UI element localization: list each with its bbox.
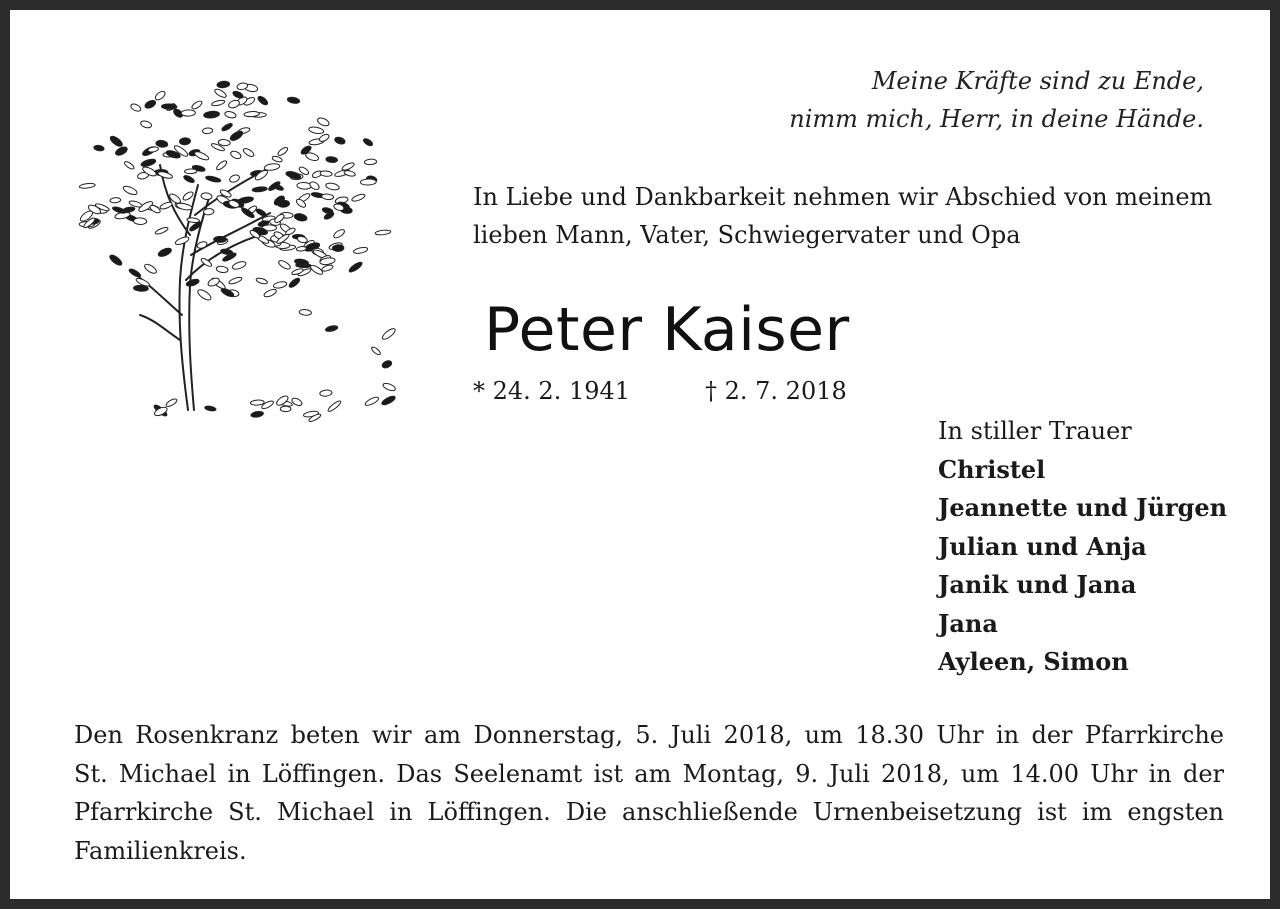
leaf — [250, 400, 264, 406]
leaf — [196, 288, 212, 302]
leaf — [334, 136, 346, 145]
leaf — [257, 95, 269, 107]
leaf — [237, 196, 254, 205]
leaf — [327, 400, 342, 413]
leaf — [182, 190, 195, 201]
leaf — [351, 193, 366, 203]
leaf — [229, 174, 241, 184]
leaf — [184, 169, 197, 174]
death-date: † 2. 7. 2018 — [705, 377, 847, 405]
leaf — [285, 170, 301, 180]
leaf — [320, 389, 333, 396]
leaf — [205, 175, 221, 183]
leaf — [273, 281, 287, 289]
quote-line-2: nimm mich, Herr, in deine Hände. — [789, 105, 1204, 133]
leaf — [203, 208, 214, 215]
leaf — [370, 346, 381, 356]
service-line: Pfarrkirche St. Michael in Löffingen. Die anschließende Urnenbeisetzung ist im engsten — [74, 798, 1224, 826]
leaf — [242, 147, 255, 158]
leaf — [157, 170, 173, 179]
leaf — [215, 159, 228, 171]
leaf — [154, 226, 168, 235]
leaf — [263, 288, 277, 298]
leaf — [273, 213, 285, 224]
leaf — [280, 406, 291, 412]
leaf — [140, 158, 156, 168]
mourner-name: Jeannette und Jürgen — [938, 493, 1228, 522]
leaf — [231, 260, 246, 270]
leaf — [155, 140, 168, 148]
leaf — [288, 277, 301, 289]
intro-line-1: In Liebe und Dankbarkeit nehmen wir Abschied von meinem — [473, 183, 1213, 211]
leaf — [321, 193, 333, 200]
leaf — [144, 99, 157, 110]
leaf — [133, 218, 146, 225]
mourning-label: In stiller Trauer — [938, 417, 1132, 445]
mourner-name: Ayleen, Simon — [938, 647, 1129, 676]
leaf — [211, 99, 225, 107]
leaf — [308, 126, 324, 135]
leaf — [114, 145, 128, 157]
leaf — [122, 185, 138, 197]
leaf — [348, 261, 363, 274]
leaf — [230, 150, 242, 160]
leaf — [157, 247, 172, 258]
leaf — [255, 208, 267, 217]
deceased-name: Peter Kaiser — [484, 295, 850, 365]
leaf — [381, 395, 397, 407]
leaf — [299, 309, 312, 316]
leaf — [305, 151, 320, 162]
leaf — [154, 90, 167, 102]
leaf — [332, 228, 345, 240]
leaf — [194, 150, 210, 161]
leaf — [232, 90, 244, 99]
life-dates — [473, 372, 847, 410]
leaf — [165, 398, 178, 408]
leaf — [218, 139, 230, 146]
leaf — [382, 382, 396, 392]
leaf — [221, 122, 233, 132]
intro-line-2: lieben Mann, Vater, Schwiegervater und Opa — [473, 221, 1021, 249]
farewell-intro — [473, 178, 1233, 254]
leaf — [181, 110, 195, 117]
leaf — [216, 266, 229, 274]
leaf — [364, 396, 380, 407]
leaf — [94, 145, 105, 152]
leaf — [308, 180, 320, 191]
leaf — [332, 245, 344, 252]
leaf — [214, 236, 227, 242]
leaf — [256, 277, 268, 285]
leaf — [353, 246, 368, 254]
leaf — [381, 327, 397, 341]
leaf — [252, 186, 267, 192]
leaf — [318, 133, 330, 143]
leaf — [130, 103, 142, 113]
leaf — [296, 246, 306, 251]
leaf — [140, 120, 153, 129]
leaf — [191, 100, 204, 111]
mourner-name: Christel — [938, 454, 1046, 484]
leaf — [202, 128, 213, 134]
leaf — [203, 110, 219, 118]
leaf — [79, 183, 95, 189]
leaf-cluster — [79, 81, 397, 423]
quote-line-1: Meine Kräfte sind zu Ende, — [871, 67, 1204, 95]
leaf — [316, 116, 330, 127]
leaf — [108, 253, 123, 267]
leaf — [128, 268, 142, 279]
leaf — [159, 201, 173, 210]
leaf — [214, 88, 228, 99]
leaf — [277, 146, 289, 157]
mourner-name: Jana — [938, 608, 998, 638]
leaf — [220, 248, 233, 255]
leaf — [110, 197, 121, 203]
leaf — [224, 111, 236, 119]
leaf — [325, 182, 340, 191]
leaf — [277, 259, 291, 271]
leaf — [123, 160, 135, 170]
mourner-name: Janik und Jana — [938, 570, 1137, 599]
service-line: Den Rosenkranz beten wir am Donnerstag, 5. Juli 2018, um 18.30 Uhr in der Pfarrkirche — [74, 721, 1224, 749]
leaf — [161, 104, 177, 110]
leaf — [174, 236, 189, 247]
leaf — [326, 156, 338, 163]
leaf — [294, 213, 308, 223]
service-details — [74, 716, 1224, 870]
leaf — [381, 359, 393, 369]
leaf — [217, 81, 230, 88]
windblown-tree-illustration — [70, 65, 400, 425]
leaf — [229, 129, 244, 142]
mourners-list — [938, 412, 1227, 682]
service-line: Familienkreis. — [74, 836, 247, 865]
leaf — [320, 170, 332, 176]
birth-date: * 24. 2. 1941 — [473, 377, 631, 405]
leaf — [287, 96, 300, 104]
leaf — [109, 134, 124, 148]
leaf — [364, 159, 377, 165]
leaf — [297, 182, 312, 189]
leaf — [325, 325, 338, 333]
leaf — [360, 179, 376, 186]
leaf — [228, 276, 242, 285]
leaf — [183, 174, 195, 184]
mourner-name: Julian und Anja — [938, 531, 1147, 561]
leaf — [375, 229, 391, 235]
bible-quote — [789, 62, 1204, 138]
leaf — [321, 264, 334, 273]
leaf — [204, 405, 216, 411]
service-line: St. Michael in Löffingen. Das Seelenamt ist am Montag, 9. Juli 2018, um 14.00 Uhr in der — [74, 759, 1224, 788]
leaf — [291, 397, 303, 407]
leaf — [196, 241, 207, 250]
leaf — [179, 138, 190, 146]
leaf — [201, 192, 213, 200]
leaf — [264, 163, 280, 171]
leaf — [272, 155, 283, 163]
leaf — [143, 263, 158, 275]
leaf — [344, 170, 356, 177]
leaf — [251, 411, 264, 418]
leaf — [362, 137, 373, 147]
